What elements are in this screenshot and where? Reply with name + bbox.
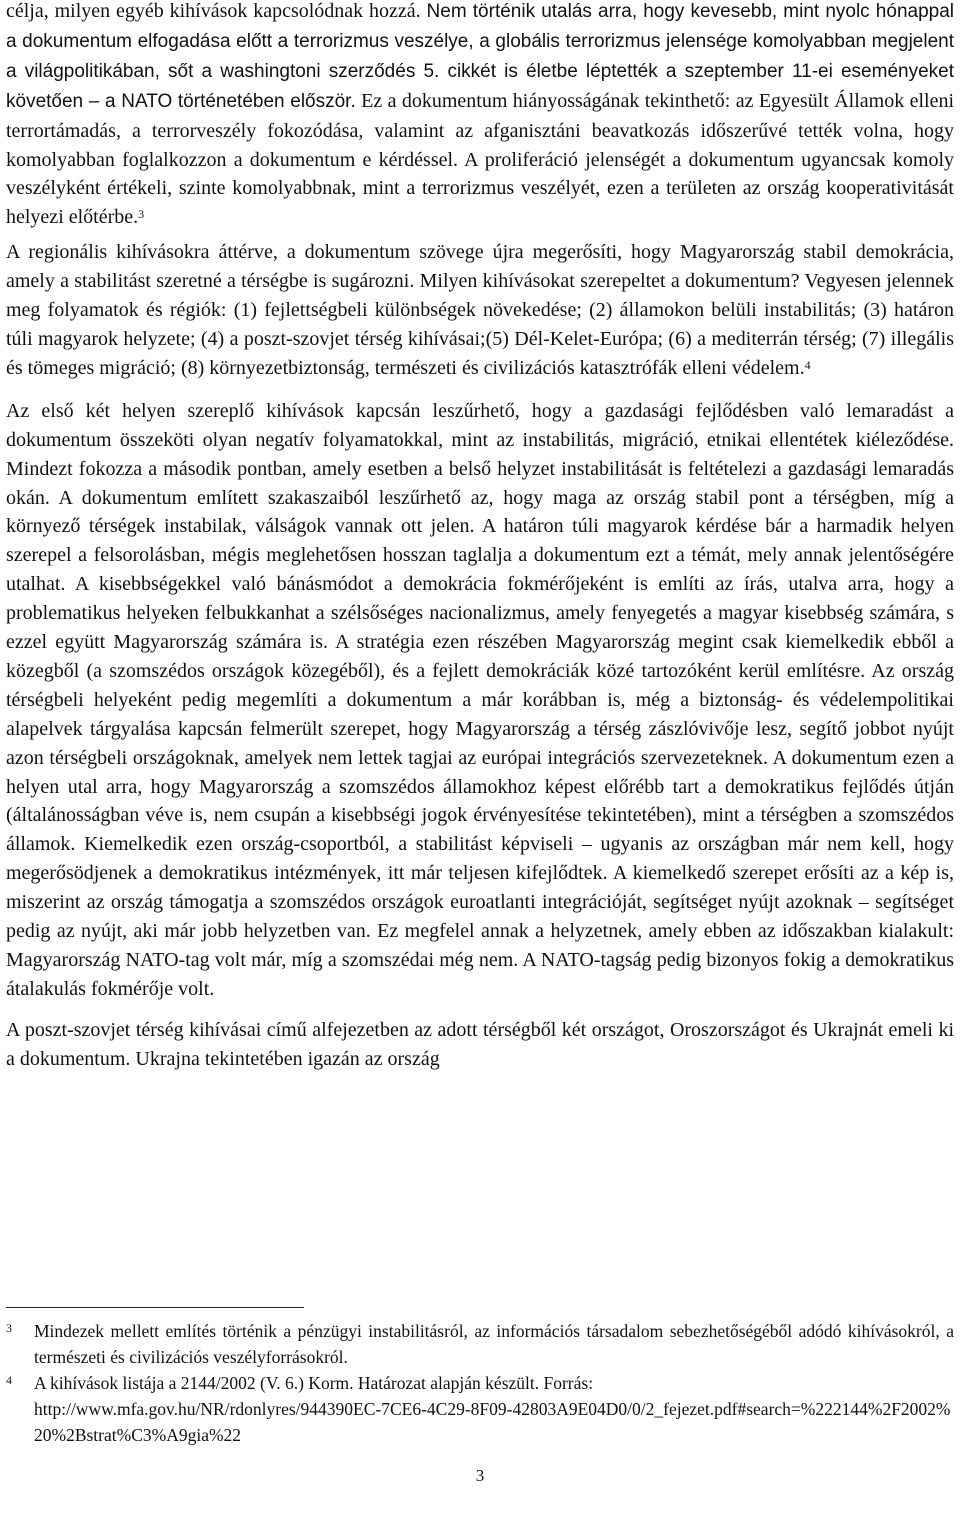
footnote-ref-4[interactable]: 4 xyxy=(804,357,811,372)
paragraph-first-two-challenges: Az első két helyen szereplő kihívások kapcsán leszűrhető, hogy a gazdasági fejlődésben való lemaradást a dokumentum összeköti olyan negatív folyamatokkal, mint az instabilitás, migráció, etnikai ellentétek kiéleződése. Mindezt fokozza a második pontban, amely esetben a belső helyzet instabilitását is feltételezi a gazdasági lemaradás okán. A dokumentum említett szakaszaiból leszűrhető az, hogy maga az ország stabil pont a térségben, míg a környező térségek instabilak, válságok vannak ott jelen. A határon túli magyarok kérdése bár a harmadik helyen szerepel a felsorolásban, mégis meglehetősen hosszan taglalja a dokumentum ezt a témát, mely annak jelentőségére utalhat. A kisebbségekkel való bánásmódot a demokrácia fokmérőjeként is említi az írás, utalva arra, hogy a problematikus helyeken felbukkanhat a szélsőséges nacionalizmus, amely fenyegetés a magyar kisebbség számára, s ezzel együtt Magyarország számára is. A stratégia ezen részében Magyarország megint csak kiemelkedik ebből a közegből (a szomszédos országok közegéből), és a fejlett demokráciák közé tartozóként kerül említésre. Az ország térségbeli helyeként pedig megemlíti a dokumentum a már korábban is, még a biztonság- és védelempolitikai alapelvek tárgyalása kapcsán felmerült szerepet, hogy Magyarország a térség zászlóvivője lesz, segítő jobbot nyújt azon térségbeli országoknak, amelyek nem lettek tagjai az európai integrációs szervezeteknek. A dokumentum ezen a helyen utal arra, hogy Magyarország a szomszédos államokhoz képest előrébb tart a demokratikus fejlődés útján (általánosságban véve is, nem csupán a kisebbségi jogok érvényesítése tekintetében), mint a térségben a szomszédos államok. Kiemelkedik ezen ország-csoportból, a stabilitást képviseli – ugyanis az országban már nem kell, hogy megerősödjenek a demokratikus intézmények, itt már teljesen kifejlődtek. A kiemelkedő szerepet erősíti az a kép is, miszerint az ország támogatja a szomszédos országok euroatlanti integrációját, segítséget nyújt azoknak – segítséget pedig az nyújt, aki már jobb helyzetben van. Ez megfelel annak a helyzetnek, amely ebben az időszakban kialakult: Magyarország NATO-tag volt már, míg a szomszédai még nem. A NATO-tagság pedig bizonyos fokig a demokratikus átalakulás fokmérője volt. xyxy=(6,399,954,1000)
footnote-text: Mindezek mellett említés történik a pénzügyi instabilitásról, az információs társadalom sebezhetőségéből adódó kihívásokról, a természeti és civilizációs veszélyforrásokról. xyxy=(34,1321,954,1367)
paragraph-post-soviet: A poszt-szovjet térség kihívásai című alfejezetben az adott térségből két országot, Oroszországot és Ukrajnát emeli ki a dokumentum. Ukrajna tekintetében igazán az ország xyxy=(6,1018,954,1070)
paragraph-regional-text: A regionális kihívásokra áttérve, a dokumentum szövege újra megerősíti, hogy Magyarország stabil demokrácia, amely a stabilitást szeretné a térségbe is sugározni. Milyen kihívásokat szerepeltet a dokumentum? Vegyesen jelennek meg folyamatok és régiók: (1) fejlettségbeli különbségek növekedése; (2) államokon belüli instabilitás; (3) határon túli magyarok helyzete; (4) a poszt-szovjet térség kihívásai;(5) Dél-Kelet-Európa; (6) a mediterrán térség; (7) illegális és tömeges migráció; (8) környezetbiztonság, természeti és civilizációs katasztrófák elleni védelem. xyxy=(6,241,954,379)
footnote-3 xyxy=(6,1318,954,1370)
page-number: 3 xyxy=(475,1466,485,1485)
footnote-text: A kihívások listája a 2144/2002 (V. 6.) Korm. Határozat alapján készült. Forrás: xyxy=(34,1373,594,1393)
footnote-number: 4 xyxy=(6,1373,12,1387)
footnote-separator xyxy=(6,1307,304,1308)
footnote-4 xyxy=(6,1370,954,1448)
footnote-number: 3 xyxy=(6,1321,12,1335)
paragraph-regional-challenges xyxy=(6,238,954,383)
footnote-source-link[interactable]: http://www.mfa.gov.hu/NR/rdonlyres/944390EC-7CE6-4C29-8F09-42803A9E04D0/0/2_fejezet.pdf#search=%222144%2F2002%20%2Bstrat%C3%A9gia%22 xyxy=(34,1399,951,1445)
paragraph-terrorism-part-c: Ez a dokumentum hiányosságának tekinthető: az Egyesült Államok elleni terrortámadás, a terrorveszély fokozódása, valamint az afganisztáni beavatkozás időszerűvé tették volna, hogy komolyabban foglalkozzon a dokumentum e kérdéssel. A proliferáció jelenségét a dokumentum ugyancsak komoly veszélyként értékeli, szinte komolyabbnak, mint a terrorizmus veszélyét, ezen a területen az ország kooperativitását helyezi előtérbe. xyxy=(6,89,954,229)
footnotes xyxy=(6,1318,954,1448)
paragraph-terrorism xyxy=(6,0,954,232)
paragraph-terrorism-part-a: célja, milyen egyéb kihívások kapcsolódnak hozzá. xyxy=(6,0,427,22)
footnote-ref-3[interactable]: 3 xyxy=(138,207,145,222)
paragraph-terrorism-part-b: Nem történik utalás arra, hogy kevesebb, mint nyolc hónappal a dokumentum elfogadása előtt a terrorizmus veszélye, a globális terrorizmus jelensége komolyabban megjelent a világpolitikában, sőt a washingtoni szerződés 5. cikkét is életbe léptették a szeptember 11-ei eseményeket követően – a NATO történetében először. xyxy=(6,1,954,112)
